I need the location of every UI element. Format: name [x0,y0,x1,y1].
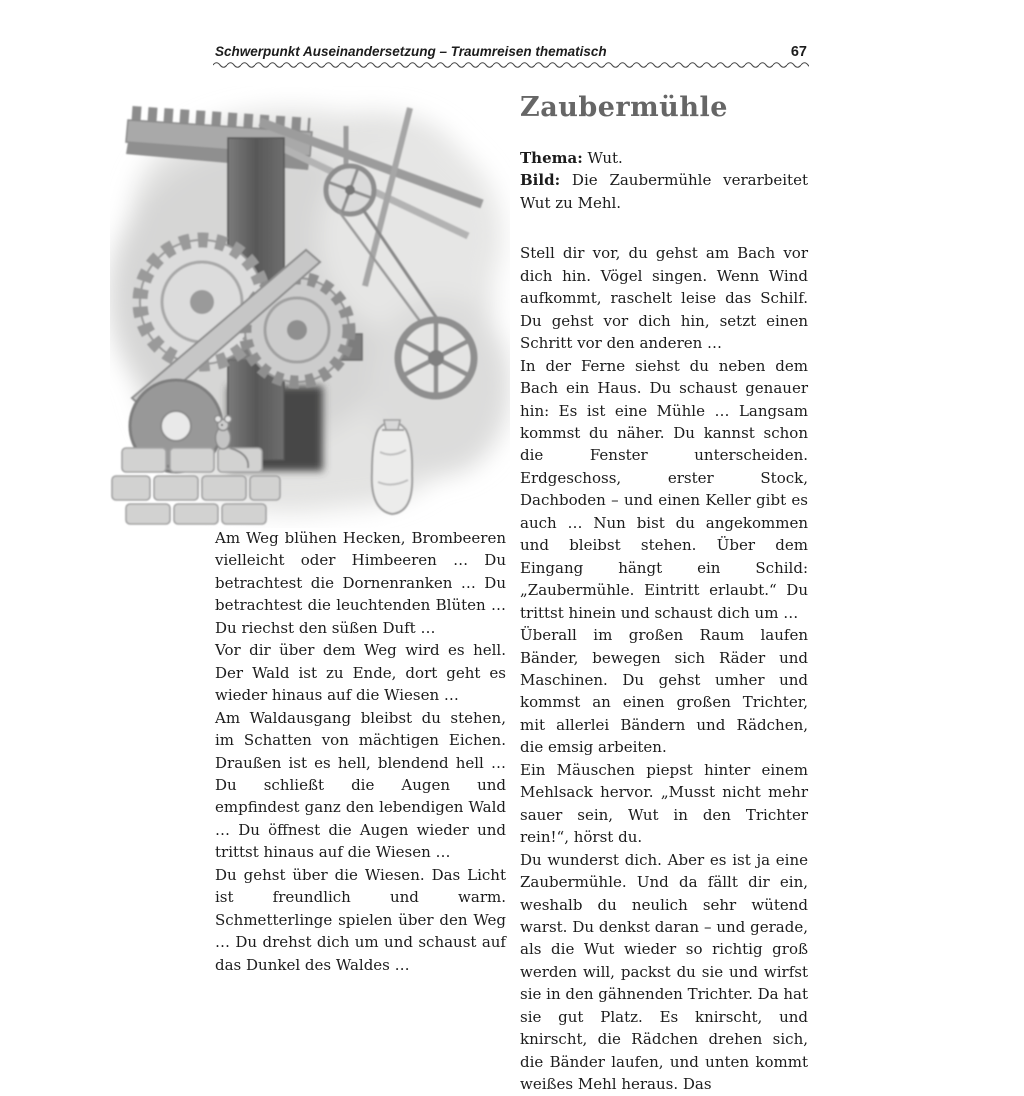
paragraph: Überall im großen Raum laufen Bänder, bewegen sich Räder und Maschinen. Du gehst umher und kommst an einen großen Trichter, mit allerlei Bändern und Rädchen, die emsig arbeiten. [520,626,808,757]
meta-thema [520,147,808,169]
meta-bild [520,169,808,214]
paragraph: Du gehst über die Wiesen. Das Licht ist freundlich und warm. Schmetterlinge spielen über den Weg … Du drehst dich um und schaust auf das Dunkel des Waldes … [215,865,506,974]
meta-bild-text: Die Zaubermühle verarbeitet Wut zu Mehl. [520,171,808,212]
paragraph: In der Ferne siehst du neben dem Bach ein Haus. Du schaust genauer hin: Es ist eine Mühle … Langsam kommst du näher. Du kannst schon die Fenster unterscheiden. Erdgeschoss, erster Stock, Dachboden – und einen Keller gibt es auch … Nun bist du angekommen und bleibst stehen. Über dem Eingang hängt ein Schild: „Zaubermühle. Eintritt erlaubt.“ Du trittst hinein und schaust dich um … [520,356,808,622]
right-column [520,92,808,1096]
wavy-divider [213,60,809,70]
running-head-title: Schwerpunkt Auseinandersetzung – Traumreisen thematisch [215,44,607,59]
paragraph: Am Waldausgang bleibst du stehen, im Schatten von mächtigen Eichen. Draußen ist es hell, blendend hell … Du schließt die Augen und empfindest ganz den lebendigen Wald … Du öffnest die Augen wieder und trittst hinaus auf die Wiesen … [215,708,506,862]
meta-block [520,147,808,214]
paragraph: Ein Mäuschen piepst hinter einem Mehlsack hervor. „Musst nicht mehr sauer sein, Wut in den Trichter rein!“, hörst du. [520,760,808,847]
paragraph: Vor dir über dem Weg wird es hell. Der Wald ist zu Ende, dort geht es wieder hinaus auf die Wiesen … [215,641,506,705]
meta-thema-text: Wut. [582,149,623,167]
meta-bild-label: Bild: [520,171,561,190]
paragraph: Du wunderst dich. Aber es ist ja eine Zaubermühle. Und da fällt dir ein, weshalb du neulich sehr wütend warst. Du denkst daran – und gerade, als die Wut wieder so richtig groß werden will, packst du sie und wirfst sie in den gähnenden Trichter. Da hat sie gut Platz. Es knirscht, und knirscht, die Rädchen drehen sich, die Bänder laufen, und unten kommt weißes Mehl heraus. Das [520,850,808,1094]
left-column [215,527,506,976]
page-number: 67 [790,44,807,60]
page-header [215,44,807,60]
paragraph: Stell dir vor, du gehst am Bach vor dich hin. Vögel singen. Wenn Wind aufkommt, raschelt leise das Schilf. Du gehst vor dich hin, setzt einen Schritt vor den anderen … [520,244,808,353]
mill-illustration [110,86,510,528]
flour-sack [372,420,412,514]
meta-thema-label: Thema: [520,149,583,167]
article-title: Zaubermühle [520,92,728,123]
paragraph: Am Weg blühen Hecken, Brombeeren vielleicht oder Himbeeren … Du betrachtest die Dornenranken … Du betrachtest die leuchtenden Blüten … Du riechst den süßen Duft … [215,529,506,637]
